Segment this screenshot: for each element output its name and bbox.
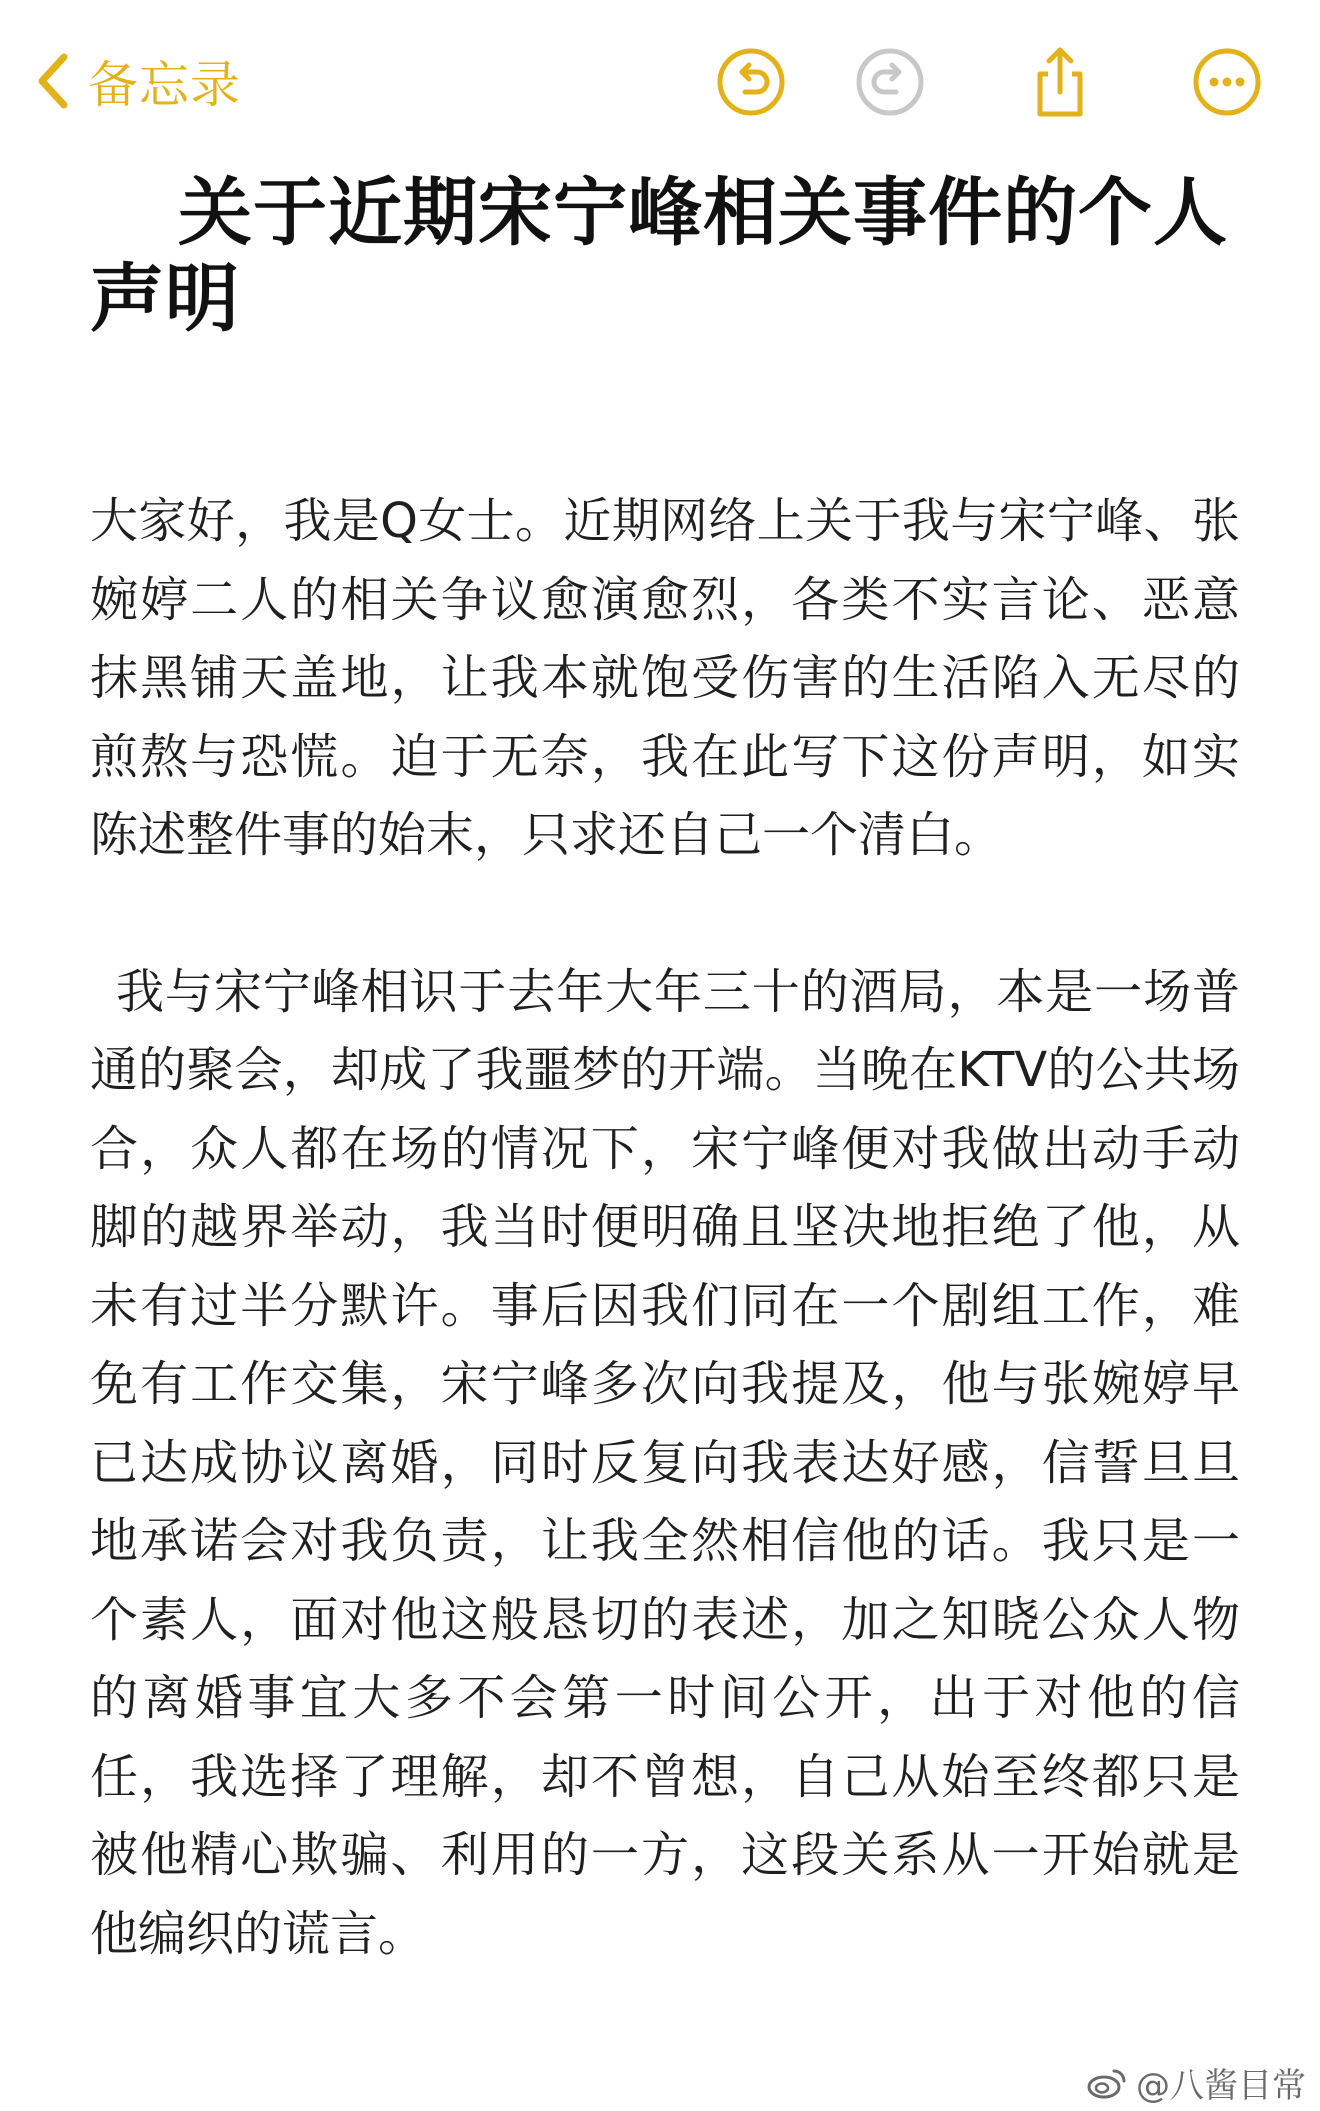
chevron-left-icon [36,52,70,110]
more-icon [1189,44,1265,120]
navigation-bar [0,0,1320,160]
watermark-text: @八酱目常 [1136,2066,1306,2106]
undo-icon [713,44,789,120]
more-button[interactable] [1189,44,1265,120]
weibo-logo-icon [1086,2066,1128,2100]
share-icon [1022,44,1098,120]
back-label: 备忘录 [88,56,241,114]
undo-button[interactable] [713,44,789,120]
redo-button[interactable] [852,44,928,120]
weibo-watermark [1086,2058,1306,2107]
share-button[interactable] [1022,44,1098,120]
redo-icon [852,44,928,120]
note-title: 关于近期宋宁峰相关事件的个人声明 [90,170,1228,342]
note-body[interactable] [90,170,1240,1973]
note-paragraph-1: 大家好，我是Q女士。近期网络上关于我与宋宁峰、张婉婷二人的相关争议愈演愈烈，各类不实言论、恶意抹黑铺天盖地，让我本就饱受伤害的生活陷入无尽的煎熬与恐慌。迫于无奈，我在此写下这份声明，如实陈述整件事的始末，只求还自己一个清白。 [90,493,1240,863]
back-button[interactable] [36,46,241,116]
note-paragraph-2: 我与宋宁峰相识于去年大年三十的酒局，本是一场普通的聚会，却成了我噩梦的开端。当晚在KTV的公共场合，众人都在场的情况下，宋宁峰便对我做出动手动脚的越界举动，我当时便明确且坚决地拒绝了他，从未有过半分默许。事后因我们同在一个剧组工作，难免有工作交集，宋宁峰多次向我提及，他与张婉婷早已达成协议离婚，同时反复向我表达好感，信誓旦旦地承诺会对我负责，让我全然相信他的话。我只是一个素人，面对他这般恳切的表述，加之知晓公众人物的离婚事宜大多不会第一时间公开，出于对他的信任，我选择了理解，却不曾想，自己从始至终都只是被他精心欺骗、利用的一方，这段关系从一开始就是他编织的谎言。 [90,963,1240,1962]
